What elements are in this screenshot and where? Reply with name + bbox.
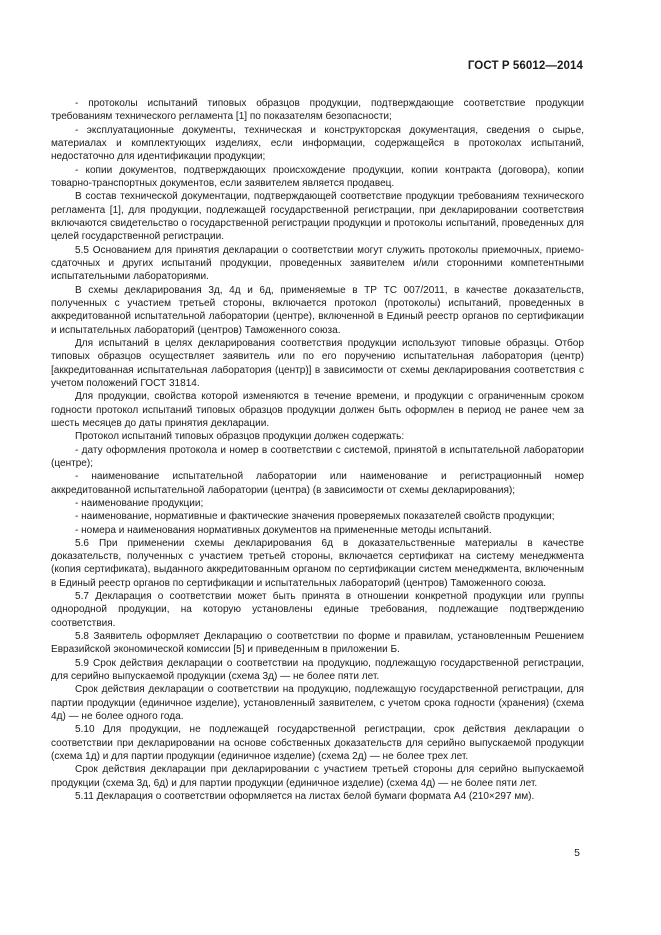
list-item-product-name: - наименование продукции; <box>75 497 204 509</box>
clause-5-7: 5.7 Декларация о соответствии может быть принята в отношении конкретной продукции или группы однородной продукции, на которую установлены единые требования, подлежащие подтверждению соответствия. <box>51 591 584 629</box>
list-item-indicator-values: - наименование, нормативные и фактические значения проверяемых показателей свойств продукции; <box>75 511 555 523</box>
paragraph-validity-batch: Срок действия декларации о соответствии на продукцию, подлежащую государственной регистрации, для партии продукции (единичное изделие), установленный заявителем, с учетом срока годности (хранения) (схема 4д) — не более одного года. <box>51 684 584 723</box>
document-header-code: ГОСТ Р 56012—2014 <box>467 60 583 72</box>
list-item-lab-name: - наименование испытательной лаборатории или наименование и регистрационный номер аккредитованной испытательной лаборатории (центра) (в зависимости от схемы декларирования); <box>51 471 584 496</box>
paragraph-protocol-content-intro: Протокол испытаний типовых образцов продукции должен содержать: <box>75 431 405 443</box>
list-item-origin-docs: - копии документов, подтверждающих происхождение продукции, копии контракта (договора), копии товарно-транспортных документов, если заявителем является продавец. <box>51 164 584 189</box>
list-item-test-methods: - номера и наименования нормативных документов на примененные методы испытаний. <box>75 524 492 536</box>
page-number: 5 <box>574 847 580 859</box>
clause-5-10: 5.10 Для продукции, не подлежащей государственной регистрации, срок действия декларации о соответствии при декларировании на основе собственных доказательств для серийно выпускаемой продукции (схема 1д) и для партии продукции (единичное изделие) (схема 2д) — не более трех лет. <box>51 724 584 763</box>
list-item-operational-docs: - эксплуатационные документы, техническая и конструкторская документация, сведения о сырье, материалах и комплектующих изделиях, если информации, содержащейся в протоколах испытаний, недостаточно для идентификации продукции; <box>51 124 584 163</box>
clause-5-11: 5.11 Декларация о соответствии оформляется на листах белой бумаги формата А4 (210×297 мм). <box>75 791 535 803</box>
clause-5-6: 5.6 При применении схемы декларирования 6д в доказательственные материалы в качестве доказательств, полученных с участием третьей стороны, включается сертификат на систему менеджмента (копия сертификата), выданного аккредитованным органом по сертификации систем менеджмента, включенным в Единый реестр органов по сертификации и испытательных лабораторий (центров) Таможенного союза. <box>51 537 584 589</box>
paragraph-validity-third-party: Срок действия декларации при декларировании с участием третьей стороны для серийно выпускаемой продукции (схема 3д, 6д) и для партии продукции (единичное изделие) (схема 4д) — не более пяти лет. <box>51 764 584 789</box>
list-item-test-protocols: - протоколы испытаний типовых образцов продукции, подтверждающие соответствие продукции требованиям технического регламента [1] по показателям безопасности; <box>51 98 584 123</box>
paragraph-schemes-3d-4d-6d: В схемы декларирования 3д, 4д и 6д, применяемые в ТР ТС 007/2011, в качестве доказательств, полученных с участием третьей стороны, включается протокол (протоколы) испытаний, проведенных в аккредитованной испытательной лаборатории (центре), включенной в Единый реестр органов по сертификации и испытательных лабораторий (центров) Таможенного союза. <box>51 284 584 336</box>
clause-5-5: 5.5 Основанием для принятия декларации о соответствии могут служить протоколы приемочных, приемо-сдаточных и других испытаний продукции, проведенных заявителем и/или сторонними компетентными испытательными лабораториями. <box>51 244 584 283</box>
clause-5-9: 5.9 Срок действия декларации о соответствии на продукцию, подлежащую государственной регистрации, для серийно выпускаемой продукции (схема 3д) — не более пяти лет. <box>51 657 584 683</box>
list-item-protocol-date: - дату оформления протокола и номер в соответствии с системой, принятой в испытательной лаборатории (центре); <box>51 444 584 469</box>
clause-5-8: 5.8 Заявитель оформляет Декларацию о соответствии по форме и правилам, установленным Решением Евразийской экономической комиссии [5] и приведенным в приложении Б. <box>51 631 584 656</box>
document-body <box>51 97 584 803</box>
paragraph-typical-samples: Для испытаний в целях декларирования соответствия продукции используют типовые образцы. Отбор типовых образцов осуществляет заявитель или по его поручению испытательная лаборатория (центр) [аккредитованная испытательная лаборатория (центр)] в зависимости от схемы декларирования соответствия с учетом положений ГОСТ 31814. <box>51 337 584 389</box>
paragraph-technical-docs: В состав технической документации, подтверждающей соответствие продукции требованиям технического регламента [1], для продукции, подлежащей государственной регистрации, при декларировании соответствия включаются свидетельство о государственной регистрации продукции и протоколы испытаний, проведенных для целей государственной регистрации. <box>51 191 584 243</box>
paragraph-limited-shelf-life: Для продукции, свойства которой изменяются в течение времени, и продукции с ограниченным сроком годности протокол испытаний типовых образцов продукции должен быть оформлен в период не ранее чем за шесть месяцев до даты принятия декларации. <box>51 391 584 429</box>
